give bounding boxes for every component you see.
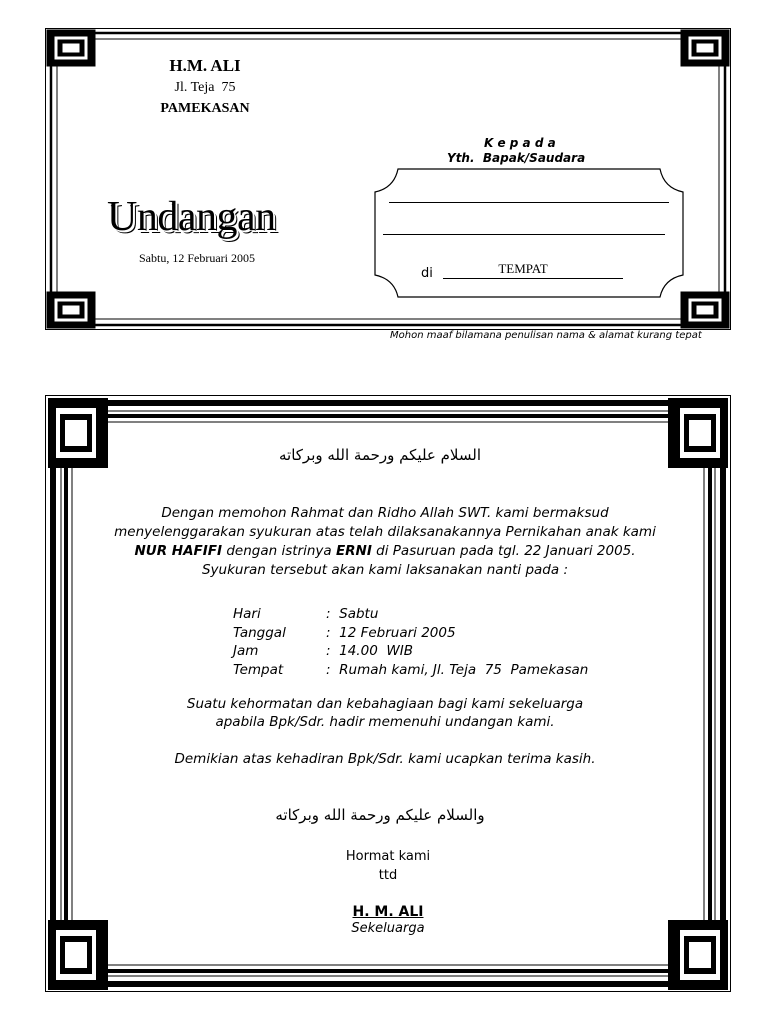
detail-row-tanggal [233, 625, 456, 641]
detail-value: : Rumah kami, Jl. Teja 75 Pamekasan [326, 662, 589, 678]
sender-city: PAMEKASAN [160, 101, 250, 116]
di-label: di [421, 266, 433, 281]
place-text: TEMPAT [498, 261, 548, 276]
apology-note: Mohon maaf bilamana penulisan nama & alamat kurang tepat [390, 330, 702, 341]
intro-line-1: Dengan memohon Rahmat dan Ridho Allah SWT. kami bermaksud [161, 505, 609, 521]
recipient-address-line [383, 234, 665, 235]
detail-value: : 12 Februari 2005 [326, 625, 456, 641]
intro-mid: dengan istrinya [222, 543, 336, 559]
thanks-line: Demikian atas kehadiran Bpk/Sdr. kami ucapkan terima kasih. [174, 751, 596, 767]
detail-label: Tanggal [233, 625, 286, 641]
envelope-date: Sabtu, 12 Februari 2005 [139, 251, 255, 265]
sender-name: H.M. ALI [169, 56, 241, 75]
detail-row-hari [233, 606, 378, 622]
groom-name: NUR HAFIFI [134, 543, 223, 559]
detail-row-jam [233, 643, 413, 659]
recipient-salutation: Yth. Bapak/Saudara [447, 151, 586, 165]
detail-value: : 14.00 WIB [326, 643, 413, 659]
detail-label: Tempat [233, 662, 284, 678]
envelope-border [0, 0, 768, 340]
intro-line-4: Syukuran tersebut akan kami laksanakan nanti pada : [201, 562, 568, 578]
honor-line-1: Suatu kehormatan dan kebahagiaan bagi kami sekeluarga [186, 696, 584, 712]
sender-address: Jl. Teja 75 [174, 80, 236, 95]
intro-tail: di Pasuruan pada tgl. 22 Januari 2005. [371, 543, 636, 559]
recipient-name-line [389, 202, 669, 203]
ttd-text: ttd [378, 868, 398, 883]
honor-line-2: apabila Bpk/Sdr. hadir memenuhi undangan kami. [215, 714, 555, 730]
place-line [443, 278, 623, 279]
bride-name: ERNI [335, 543, 372, 559]
detail-label: Hari [233, 606, 261, 622]
detail-value: : Sabtu [326, 606, 379, 622]
detail-row-tempat [233, 662, 588, 678]
opening-greeting-arabic: السلام عليكم ورحمة الله وبركاته [279, 446, 481, 464]
closing-greeting-arabic: والسلام عليكم ورحمة الله وبركاته [275, 806, 485, 824]
envelope-title: Undangan [107, 194, 276, 240]
signer-name: H. M. ALI [352, 904, 424, 920]
intro-line-2: menyelenggarakan syukuran atas telah dilaksanakannya Pernikahan anak kami [114, 524, 656, 540]
recipient-heading: K e p a d a [484, 136, 556, 150]
intro-paragraph [90, 504, 680, 580]
signer-sub: Sekeluarga [351, 921, 425, 936]
detail-label: Jam [233, 643, 259, 659]
intro-line-3 [90, 542, 680, 561]
regards-text: Hormat kami [345, 849, 431, 864]
